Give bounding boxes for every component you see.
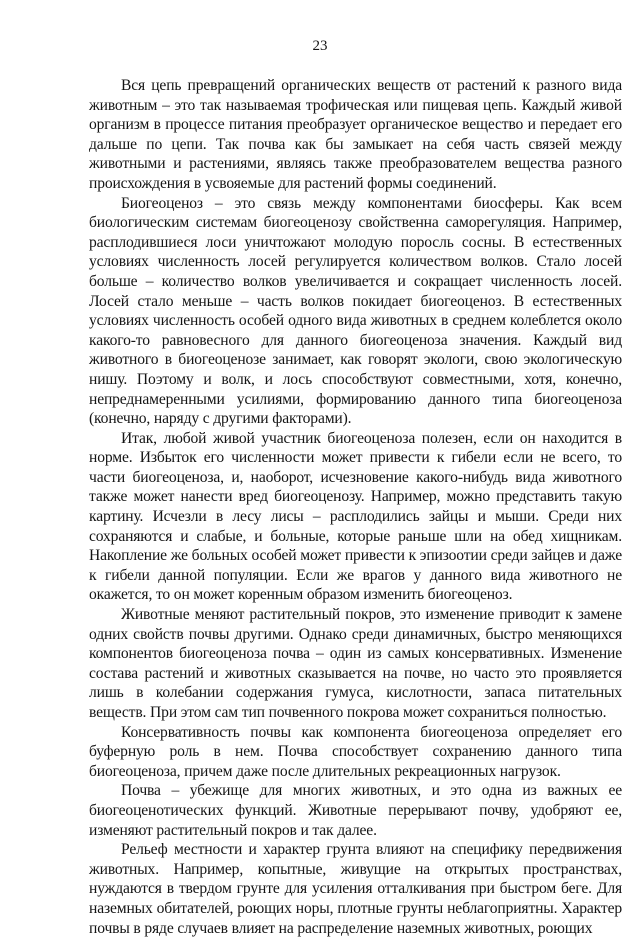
paragraph-soil-conservatism: Консервативность почвы как компонента биогеоценоза определяет его буферную роль в нем. Почва способствует сохранению данного типа биогеоценоза, причем даже после длительных рекреационных нагрузок. — [89, 723, 622, 780]
paragraph-trophic-chain: Вся цепь превращений органических веществ от растений к разного вида животным – это так называемая трофическая или пищевая цепь. Каждый живой организм в процессе питания преобразует органическое вещество и передает его дальше по цепи. Так почва как бы замыкает на себя часть связей между животными и растениями, являясь также преобразователем вещества разного происхождения в усвояемые для растений формы соединений. — [89, 77, 622, 192]
paragraph-participants: Итак, любой живой участник биогеоценоза полезен, если он находится в норме. Избыток его численности может привести к гибели если не всего, то части биогеоценоза, и, наоборот, исчезновение какого-нибудь вида животного также может нанести вред биогеоценозу. Например, можно представить такую картину. Исчезли в лесу лисы – расплодились зайцы и мыши. Среди них сохраняются и слабые, и больные, которые раньше шли на обед хищникам. Накопление же больных особей может привести к эпизоотии среди зайцев и даже к гибели данной популяции. Если же врагов у данного вида животного не окажется, то он может коренным образом изменить биогеоценоз. — [89, 429, 622, 604]
paragraph-soil-shelter: Почва – убежище для многих животных, и это одна из важных ее биогеоценотических функций. Животные перерывают почву, удобряют ее, изменяют растительный покров и так далее. — [89, 782, 622, 839]
paragraph-relief: Рельеф местности и характер грунта влияют на специфику передвижения животных. Например, копытные, живущие на открытых пространствах, нуждаются в твердом грунте для усиления отталкивания при быстром беге. Для наземных обитателей, роющих норы, плотные грунты неблагоприятны. Характер почвы в ряде случаев влияет на распределение наземных животных, роющих — [89, 841, 622, 937]
paragraph-biogeocenosis: Биогеоценоз – это связь между компонентами биосферы. Как всем биологическим системам биогеоценозу свойственна саморегуляция. Например, расплодившиеся лоси уничтожают молодую поросль сосны. В естественных условиях численность лосей регулируется количеством волков. Стало лосей больше – количество волков увеличивается и сокращает численность лосей. Лосей стало меньше – часть волков покидает биогеоценоз. В естественных условиях численность особей одного вида животных в среднем колеблется около какого-то равновесного для данного биогеоценоза значения. Каждый вид животного в биогеоценозе занимает, как говорят экологи, свою экологическую нишу. Поэтому и волк, и лось способствуют совместными, хотя, конечно, непреднамеренными усилиями, формированию данного типа биогеоценоза (конечно, наряду с другими факторами). — [89, 194, 622, 428]
paragraph-vegetation-change: Животные меняют растительный покров, это изменение приводит к замене одних свойств почвы другими. Однако среди динамичных, быстро меняющихся компонентов биогеоценоза почва – один из самых консервативных. Изменение состава растений и животных сказывается на почве, но часто это проявляется лишь в колебании содержания гумуса, кислотности, запаса питательных веществ. При этом сам тип почвенного покрова может сохраниться полностью. — [89, 606, 622, 721]
page-number: 23 — [312, 38, 328, 54]
document-body — [89, 76, 622, 938]
